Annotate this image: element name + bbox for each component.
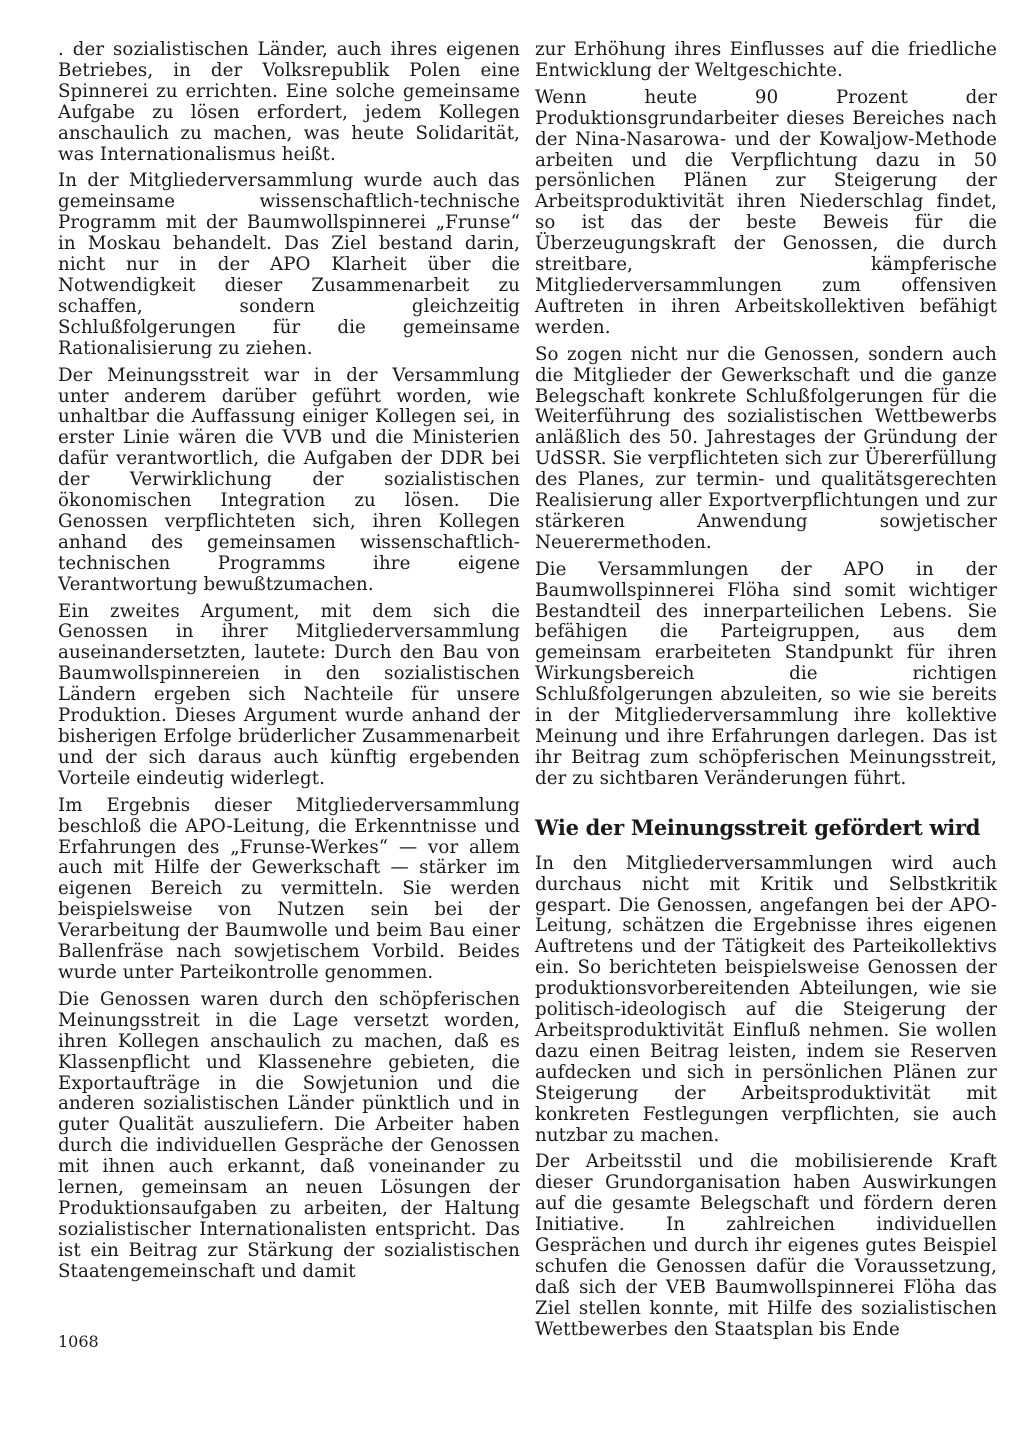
paragraph: Die Versammlungen der APO in der Baumwollspinnerei Flöha sind somit wichtiger Bestandteil des innerparteilichen Lebens. Sie befähigen die Parteigruppen, aus dem gemeinsam erarbeiteten Standpunkt für ihren Wirkungsbereich die richtigen Schlußfolgerungen abzuleiten, so wie sie bereits in der Mitgliederversammlung ihre kollektive Meinung und ihre Erfahrungen darlegen. Das ist ihr Beitrag zum schöpferischen Meinungsstreit, der zu sichtbaren Veränderungen führt. [535, 558, 997, 789]
paragraph: Ein zweites Argument, mit dem sich die Genossen in ihrer Mitgliederversammlung auseinandersetzten, lautete: Durch den Bau von Baumwollspinnereien in den sozialistischen Ländern ergeben sich Nachteile für unsere Produktion. Dieses Argument wurde anhand der bisherigen Erfolge brüderlicher Zusammenarbeit und der sich daraus auch künftig ergebenden Vorteile eindeutig widerlegt. [58, 600, 520, 789]
section-heading: Wie der Meinungsstreit gefördert wird [535, 814, 981, 840]
page-number: 1068 [58, 1332, 99, 1351]
paragraph: In den Mitgliederversammlungen wird auch durchaus nicht mit Kritik und Selbstkritik gespart. Die Genossen, angefangen bei der APO-Leitung, schätzen die Ergebnisse ihres eigenen Auftretens und der Tätigkeit des Parteikollektivs ein. So berichteten beispielsweise Genossen der produktionsvorbereitenden Abteilungen, wie sie politisch-ideologisch auf die Steigerung der Arbeitsproduktivität Einfluß nehmen. Sie wollen dazu einen Beitrag leisten, indem sie Reserven aufdecken und sich in persönlichen Plänen zur Steigerung der Arbeitsproduktivität mit konkreten Festlegungen verpflichten, sie auch nutzbar zu machen. [535, 852, 997, 1146]
paragraph: So zogen nicht nur die Genossen, sondern auch die Mitglieder der Gewerkschaft und die ganze Belegschaft konkrete Schlußfolgerungen für die Weiterführung des sozialistischen Wettbewerbs anläßlich des 50. Jahrestages der Gründung der UdSSR. Sie verpflichteten sich zur Übererfüllung des Planes, zur termin- und qualitätsgerechten Realisierung aller Exportverpflichtungen und zur stärkeren Anwendung sowjetischer Neuerermethoden. [535, 343, 997, 553]
paragraph: Der Arbeitsstil und die mobilisierende Kraft dieser Grundorganisation haben Auswirkungen auf die gesamte Belegschaft und fördern deren Initiative. In zahlreichen individuellen Gesprächen und durch ihr eigenes gutes Beispiel schufen die Genossen dafür die Voraussetzung, daß sich der VEB Baumwollspinnerei Flöha das Ziel stellen konnte, mit Hilfe des sozialistischen Wettbewerbes den Staatsplan bis Ende [535, 1151, 997, 1340]
paragraph: Die Genossen waren durch den schöpferischen Meinungsstreit in die Lage versetzt worden, ihren Kollegen anschaulich zu machen, daß es Klassenpflicht und Klassenehre gebieten, die Exportaufträge in die Sowjetunion und die anderen sozialistischen Länder pünktlich und in guter Qualität auszuliefern. Die Arbeiter haben durch die individuellen Gespräche der Genossen mit ihnen auch erkannt, daß voneinander zu lernen, gemeinsam an neuen Lösungen der Produktionsaufgaben zu arbeiten, der Haltung sozialistischer Internationalisten entspricht. Das ist ein Beitrag zur Stärkung der sozialistischen Staatengemeinschaft und damit [58, 988, 520, 1282]
paragraph: . der sozialistischen Länder, auch ihres eigenen Betriebes, in der Volksrepublik Polen eine Spinnerei zu errichten. Eine solche gemeinsame Aufgabe zu lösen erfordert, jedem Kollegen anschaulich zu machen, was heute Solidarität, was Internationalismus heißt. [58, 39, 520, 165]
paragraph: In der Mitgliederversammlung wurde auch das gemeinsame wissenschaftlich-technische Programm mit der Baumwollspinnerei „Frunse“ in Moskau behandelt. Das Ziel bestand darin, nicht nur in der APO Klarheit über die Notwendigkeit dieser Zusammenarbeit zu schaffen, sondern gleichzeitig Schlußfolgerungen für die gemeinsame Rationalisierung zu ziehen. [58, 170, 520, 359]
paragraph: Der Meinungsstreit war in der Versammlung unter anderem darüber geführt worden, wie unhaltbar die Auffassung einiger Kollegen sei, in erster Linie wären die VVB und die Ministerien dafür verantwortlich, die Aufgaben der DDR bei der Verwirklichung der sozialistischen ökonomischen Integration zu lösen. Die Genossen verpflichteten sich, ihren Kollegen anhand des gemeinsamen wissenschaftlich-technischen Programms ihre eigene Verantwortung bewußtzumachen. [58, 364, 520, 595]
paragraph: zur Erhöhung ihres Einflusses auf die friedliche Entwicklung der Weltgeschichte. [535, 39, 997, 81]
paragraph: Wenn heute 90 Prozent der Produktionsgrundarbeiter dieses Bereiches nach der Nina-Nasarowa- und der Kowaljow-Methode arbeiten und die Verpflichtung dazu in 50 persönlichen Plänen zur Steigerung der Arbeitsproduktivität ihren Niederschlag findet, so ist das der beste Beweis für die Überzeugungskraft der Genossen, die durch streitbare, kämpferische Mitgliederversammlungen zum offensiven Auftreten in ihren Arbeitskollektiven befähigt werden. [535, 86, 997, 338]
paragraph: Im Ergebnis dieser Mitgliederversammlung beschloß die APO-Leitung, die Erkenntnisse und Erfahrungen des „Frunse-Werkes“ — vor allem auch mit Hilfe der Gewerkschaft — stärker im eigenen Bereich zu vermitteln. Sie werden beispielsweise von Nutzen sein bei der Verarbeitung der Baumwolle und beim Bau einer Ballenfräse nach sowjetischem Vorbild. Beides wurde unter Parteikontrolle genommen. [58, 794, 520, 983]
right-column [535, 40, 997, 1347]
left-column [58, 40, 520, 1289]
